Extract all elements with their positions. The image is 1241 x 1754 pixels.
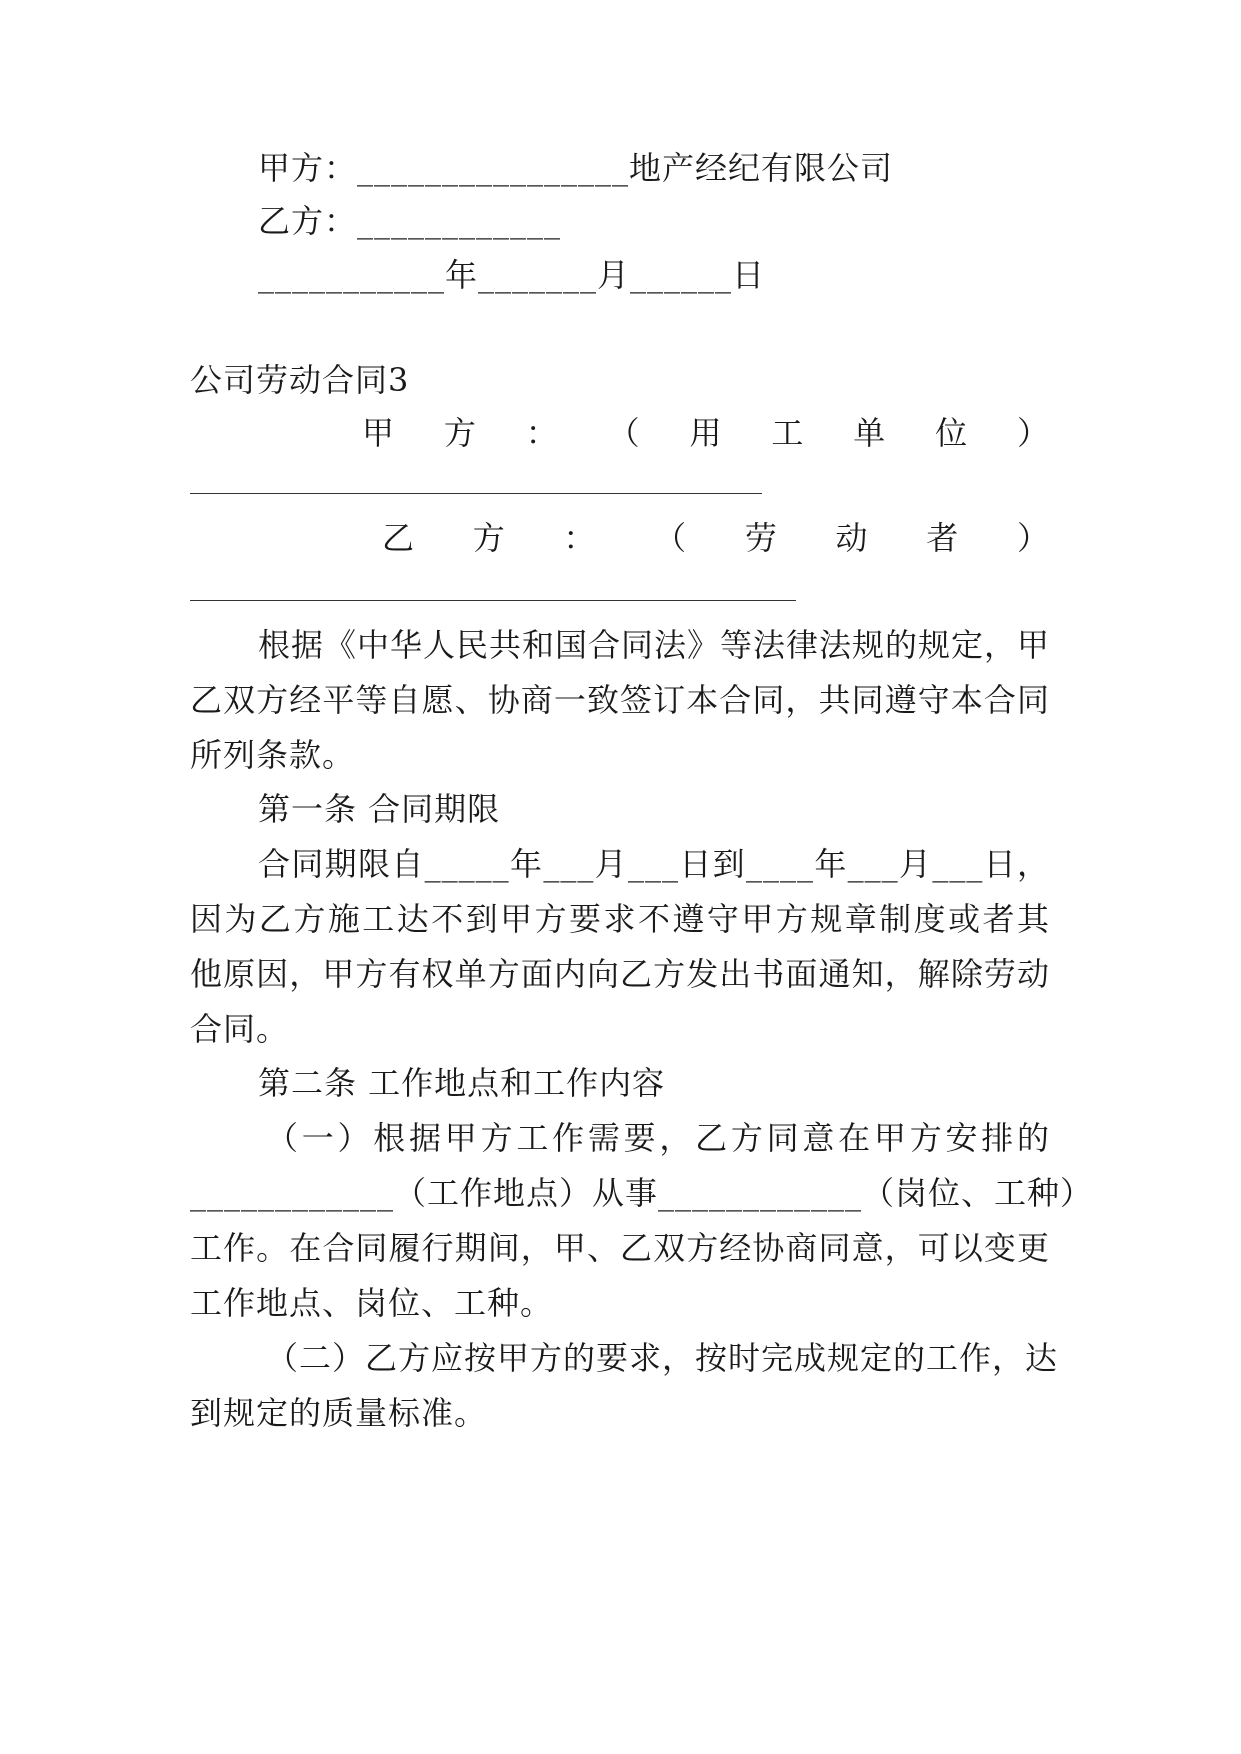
signature-party-a: 甲方：________________地产经纪有限公司 — [258, 149, 894, 187]
article2-clause1-line-4: 工作地点、岗位、工种。 — [190, 1284, 554, 1322]
intro-line-1: 根据《中华人民共和国合同法》等法律法规的规定，甲 — [258, 626, 1051, 664]
article1-line-4: 合同。 — [190, 1010, 290, 1048]
party-a-line: 甲 方 ： （ 用 工 单 位 ） — [362, 414, 1050, 452]
party-b-underline — [190, 600, 796, 601]
article1-line-1: 合同期限自_____年___月___日到____年___月___日， — [258, 845, 1050, 883]
signature-party-b: 乙方：____________ — [258, 202, 562, 240]
party-a-underline — [190, 493, 762, 494]
article2-clause1-line-2: ____________（工作地点）从事____________（岗位、工种） — [190, 1174, 1094, 1212]
intro-line-2: 乙双方经平等自愿、协商一致签订本合同，共同遵守本合同 — [190, 681, 1050, 719]
article2-clause1-line-1: （一）根据甲方工作需要，乙方同意在甲方安排的 — [266, 1119, 1050, 1157]
article2-clause2-line-1: （二）乙方应按甲方的要求，按时完成规定的工作，达 — [266, 1339, 1059, 1377]
party-b-line: 乙 方 ： （ 劳 动 者 ） — [382, 519, 1050, 557]
contract-title: 公司劳动合同3 — [190, 361, 410, 399]
intro-line-3: 所列条款。 — [190, 736, 356, 774]
article1-line-3: 他原因，甲方有权单方面内向乙方发出书面通知，解除劳动 — [190, 955, 1050, 993]
article2-clause2-line-2: 到规定的质量标准。 — [190, 1394, 488, 1432]
article2-heading: 第二条 工作地点和工作内容 — [258, 1064, 666, 1102]
article1-line-2: 因为乙方施工达不到甲方要求不遵守甲方规章制度或者其 — [190, 900, 1050, 938]
article1-heading: 第一条 合同期限 — [258, 790, 501, 828]
article2-clause1-line-3: 工作。在合同履行期间，甲、乙双方经协商同意，可以变更 — [190, 1229, 1050, 1267]
signature-date: ___________年_______月______日 — [258, 256, 766, 294]
